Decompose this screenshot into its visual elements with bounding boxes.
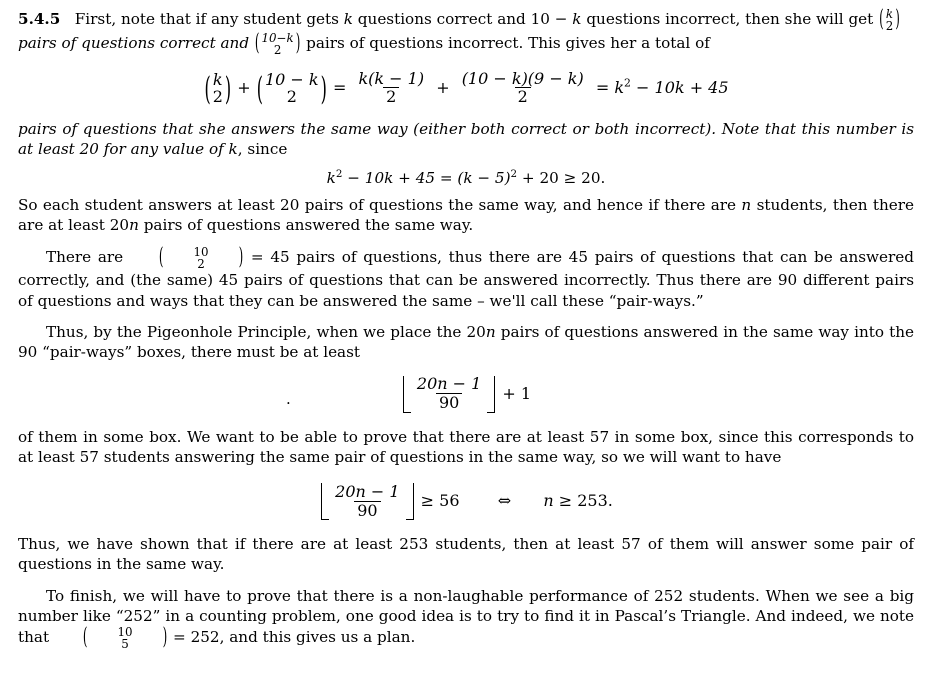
p8-text-a: To finish, we will have to prove that there is a non-laughable performance of 252 students. When we see a big number like “252” in a counting problem, one good idea is to try to find it in Pascal’s Triangle. And indeed, we note that	[18, 586, 914, 647]
eq3-tail: + 1	[502, 384, 532, 404]
fraction-numerator: k(k − 1)	[358, 68, 425, 88]
p1-text-c: questions incorrect, then she will get	[581, 10, 879, 29]
fraction-denominator: 90	[354, 501, 380, 520]
fraction-numerator: 20n − 1	[335, 481, 400, 501]
p5-text-a: Thus, by the Pigeonhole Principle, when we place the 20	[46, 322, 486, 341]
eq4-relation: ≥ 56	[420, 491, 460, 511]
paragraph-20n-pairs	[18, 195, 914, 235]
p3-text-c: pairs of questions answered the same way.	[138, 215, 474, 234]
fraction-denominator: 2	[383, 87, 399, 106]
eq2-lhs: k	[326, 168, 336, 187]
fraction-numerator: (10 − k)(9 − k)	[461, 68, 584, 88]
binom-top: 10	[117, 625, 133, 640]
document-body	[18, 4, 914, 652]
p1-text-d: pairs of questions correct and	[18, 34, 254, 53]
paragraph-pigeonhole	[18, 322, 914, 362]
equation-total-same-pairs	[18, 70, 914, 107]
binom-top: 10−k	[261, 31, 294, 46]
fraction-numerator: 20n − 1	[416, 374, 482, 394]
section-number: 5.4.5	[18, 10, 61, 29]
binom-bottom: 5	[121, 637, 129, 652]
binom-bottom: 2	[885, 19, 894, 34]
equation-inequality-n-253	[18, 483, 914, 520]
binom-bottom: 2	[212, 86, 223, 106]
fraction-10mk-9mk-over-2	[459, 70, 587, 107]
eq4-conclusion-n: n	[543, 491, 554, 511]
paragraph-gap-2	[18, 311, 914, 322]
p4-text-a: There are	[46, 248, 130, 267]
p2-text-a: pairs of questions that she answers the same way (either both correct or both incorrect). Note that this number is at least 20 for any value of	[18, 120, 914, 159]
p2-text-b: , since	[237, 140, 288, 159]
paragraph-want-57: of them in some box. We want to be able to prove that there are at least 57 in some box, since this corresponds to at least 57 students answering the same pair of questions in the same way, so we will want to have	[18, 428, 914, 467]
eq2-lhs-rest: − 10k + 45 = (k − 5)	[342, 168, 511, 187]
binom-top: 10	[193, 245, 209, 260]
binomial-10mk-2-display: ( 10 − k 2 )	[256, 69, 327, 108]
binomial-k-2-display: ( k 2 )	[204, 69, 232, 108]
fraction-k-k-1-over-2	[355, 70, 427, 107]
eq2-tail: + 20 ≥ 20.	[517, 168, 606, 187]
eq2-exponent-2: 2	[510, 167, 518, 180]
p8-text-b: = 252, and this gives us a plan.	[168, 628, 416, 647]
eq1-plus: +	[237, 78, 251, 98]
binomial-10-2-inline: ( 10 2 )	[158, 242, 244, 272]
binom-top: k	[212, 70, 223, 90]
p1-text-a: First, note that if any student gets	[74, 10, 344, 29]
p1-text-b: questions correct and 10 −	[352, 10, 573, 29]
paragraph-gap-3	[18, 575, 914, 586]
floor-expression-1	[401, 376, 497, 413]
paragraph-pascals-triangle	[18, 586, 914, 651]
p1-var-k: k	[343, 10, 353, 29]
stray-dot-mark: .	[286, 390, 291, 409]
p3-var-n2: n	[129, 215, 139, 234]
fraction-denominator: 2	[515, 87, 531, 106]
binomial-10-5-inline: ( 10 5 )	[82, 622, 168, 652]
p3-var-n: n	[741, 195, 752, 214]
p3-text-b: students, then there are at least 20	[18, 195, 914, 234]
binom-top: k	[885, 7, 894, 21]
p4-text-b: = 45 pairs of questions, thus there are 45 pairs of questions that can be answered correctly, and (the same) 45 pairs of questions that can be answered incorrectly. Thus there are 90 different pairs of questions and ways that they can be answered the same – we'll call these “pair-ways.”	[18, 248, 914, 310]
eq1-equals-2: =	[595, 78, 610, 98]
binomial-k-2-inline: ( k 2 )	[879, 4, 900, 34]
p1-text-e: pairs of questions incorrect. This gives her a total of	[301, 34, 710, 53]
equation-floor-plus-one	[18, 376, 914, 413]
eq1-plus-2: +	[436, 78, 450, 98]
p5-text-b: pairs of questions answered in the same way into the 90 “pair-ways” boxes, there must be at least	[18, 322, 914, 361]
binom-top: 10 − k	[264, 70, 319, 90]
binomial-10mk-2-inline: ( 10−k 2 )	[254, 28, 301, 58]
p1-var-k2: k	[572, 10, 582, 29]
eq4-conclusion-rest: ≥ 253.	[553, 491, 613, 511]
p5-var-n: n	[485, 322, 496, 341]
binom-bottom: 2	[273, 43, 282, 58]
fraction-denominator: 90	[436, 393, 462, 412]
equation-completed-square	[18, 168, 914, 187]
eq1-rhs-rest: − 10k + 45	[630, 78, 729, 98]
binom-bottom: 2	[197, 257, 205, 272]
floor-expression-2	[319, 483, 415, 520]
binom-bottom: 2	[286, 86, 297, 106]
eq2-lhs-exponent: 2	[335, 167, 343, 180]
paragraph-solution-intro	[18, 4, 914, 58]
eq4-iff: ⇔	[497, 491, 512, 511]
eq1-equals: =	[332, 78, 347, 98]
p3-text-a: So each student answers at least 20 pairs of questions the same way, and hence if there are	[18, 195, 742, 214]
eq1-rhs-base: k	[614, 78, 625, 98]
paragraph-253-students: Thus, we have shown that if there are at least 253 students, then at least 57 of them will answer some pair of questions in the same way.	[18, 535, 914, 574]
paragraph-45-pairs	[18, 242, 914, 311]
p2-var-k: k	[228, 140, 238, 159]
paragraph-at-least-20	[18, 119, 914, 159]
eq1-rhs-exponent: 2	[624, 76, 631, 90]
